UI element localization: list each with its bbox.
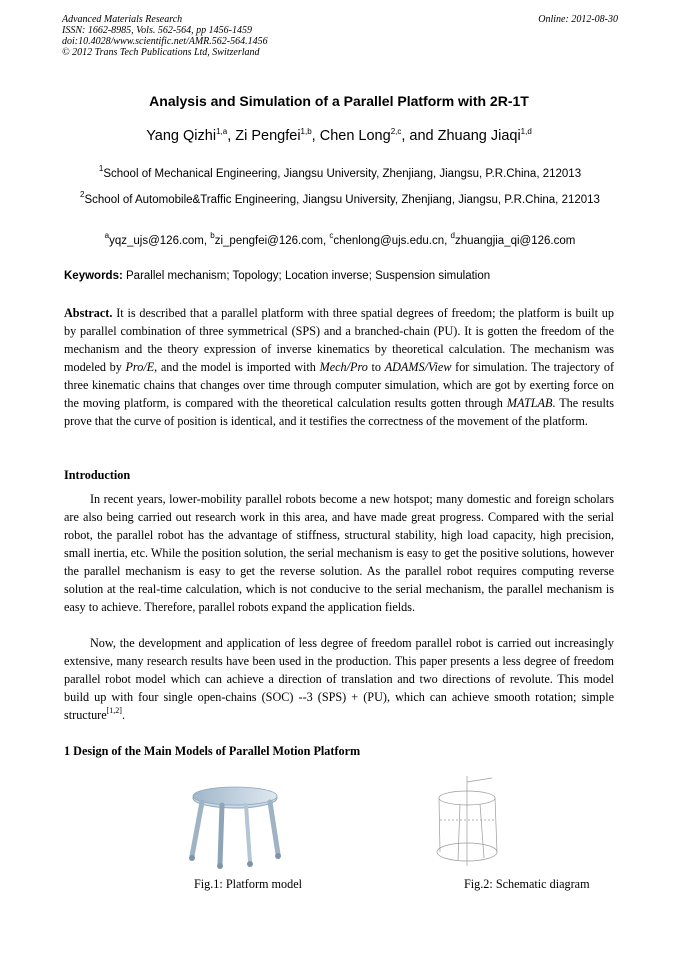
citation[interactable]: [1,2] xyxy=(106,706,122,715)
copyright: © 2012 Trans Tech Publications Ltd, Switzerland xyxy=(62,47,260,58)
journal-name: Advanced Materials Research xyxy=(62,14,183,25)
email-list: $^a$yqz_ujs@126.com, $^b$zi_pengfei@126.com, $^c$chenlong@ujs.edu.cn, $^d$zhuangjia_qi@126.com xyxy=(104,231,576,247)
affiliation-sup: 2 xyxy=(80,190,85,199)
author-sup: 2,c xyxy=(390,127,402,136)
introduction-paragraph: In recent years, lower-mobility parallel robots become a new hotspot; many domestic and foreign scholars are also being carried out research work in this area, and have made great progress. Compared with the serial robot, the parallel robot has the advantage of stiffness, structural stability, high load capacity, high precision, small inertia, etc. While the position solution, the serial mechanism is easy to get the positive solutions, however the parallel mechanism is easy to get the reverse solution. As the parallel robot requires computing reverse solution at the real-time calculation, which is not conducive to the serial mechanism, the parallel mechanism is easy to achieve. Therefore, parallel robots expand the application fields. xyxy=(64,492,614,614)
journal-header xyxy=(62,14,618,58)
section-heading: 1 Design of the Main Models of Parallel Motion Platform xyxy=(64,744,361,758)
abstract-text: for simulation. The trajectory of three kinematic chains that changes over time through computer simulation, which are got by exerting force on the moving platform, is compared with the theoretical calculation results gotten through xyxy=(64,360,615,410)
abstract-label: Abstract. xyxy=(64,306,113,320)
abstract-text: , and the model is imported with xyxy=(154,360,316,374)
software-name: Pro/E xyxy=(125,360,155,374)
paper-title: Analysis and Simulation of a Parallel Platform with 2R-1T xyxy=(149,93,529,109)
introduction-heading: Introduction xyxy=(64,468,131,482)
affiliation-sup: 1 xyxy=(98,164,104,173)
email-sup: a xyxy=(104,231,110,240)
author-name: Zi Pengfei xyxy=(235,128,301,144)
author-name: Yang Qizhi xyxy=(146,128,217,144)
email-sup: b xyxy=(210,231,215,240)
introduction-paragraph xyxy=(64,634,614,724)
abstract-text: to xyxy=(371,360,382,374)
author-name: Chen Long xyxy=(319,128,391,144)
keywords-label: Keywords: xyxy=(64,270,123,282)
figure-caption: Fig.2: Schematic diagram xyxy=(464,877,590,891)
keywords xyxy=(64,270,619,282)
author-sup: 1,d xyxy=(520,127,532,136)
email-sup: d xyxy=(450,231,455,240)
author-sup: 1,a xyxy=(216,127,228,136)
email[interactable]: zi_pengfei@126.com xyxy=(214,235,323,247)
email[interactable]: zhuangjia_qi@126.com xyxy=(454,235,576,247)
schematic-diagram-figure xyxy=(420,770,515,875)
affiliation-text: School of Mechanical Engineering, Jiangsu University, Zhenjiang, Jiangsu, P.R.China, 212013 xyxy=(103,168,582,180)
keywords-text: Parallel mechanism; Topology; Location inverse; Suspension simulation xyxy=(126,270,491,282)
software-name: ADAMS/View xyxy=(384,360,452,374)
email-sup: c xyxy=(329,231,334,240)
affiliation xyxy=(70,166,610,182)
author-list: Yang Qizhi$^{1,a}$, Zi Pengfei$^{1,b}$, Chen Long$^{2,c}$, and Zhuang Jiaqi$^{1,d}$ xyxy=(146,127,532,144)
software-name: Mech/Pro xyxy=(319,360,368,374)
affiliation-text: School of Automobile&Traffic Engineering, Jiangsu University, Zhenjiang, Jiangsu, P.R.China, 212013 xyxy=(84,194,600,206)
online-date: Online: 2012-08-30 xyxy=(538,14,618,25)
abstract xyxy=(64,304,614,430)
email[interactable]: yqz_ujs@126.com xyxy=(109,235,204,247)
figure-caption: Fig.1: Platform model xyxy=(194,877,302,891)
platform-model-figure xyxy=(180,776,290,871)
issn: ISSN: 1662-8985, Vols. 562-564, pp 1456-1459 xyxy=(62,25,252,36)
doi: doi:10.4028/www.scientific.net/AMR.562-564.1456 xyxy=(62,36,268,47)
paragraph-text: Now, the development and application of less degree of freedom parallel robot is carried out increasingly extensive, many research results have been used in the production. This paper presents a less degree of freedom parallel robot model which can achieve a direction of translation and two directions of revolute. This model build up with four single open-chains (SOC) --3 (SPS) + (PU), which can achieve smooth rotation; simple structure xyxy=(64,636,614,722)
abstract-text: It is described that a parallel platform with three spatial degrees of freedom; the platform is built up by parallel combination of three symmetrical (SPS) and a branched-chain (PU). It is gotten the freedom of the mechanism and the theory expression of inverse kinematics by theoretical calculation. The mechanism was modeled by xyxy=(64,306,614,374)
email[interactable]: chenlong@ujs.edu.cn xyxy=(333,235,445,247)
software-name: MATLAB xyxy=(506,396,553,410)
author-sup: 1,b xyxy=(300,127,312,136)
affiliation xyxy=(70,192,610,208)
paragraph-text: . xyxy=(121,708,126,722)
author-name: Zhuang Jiaqi xyxy=(437,128,521,144)
abstract-text: . The results prove that the curve of position is identical, and it testifies the correctness of the movement of the platform. xyxy=(64,396,614,428)
